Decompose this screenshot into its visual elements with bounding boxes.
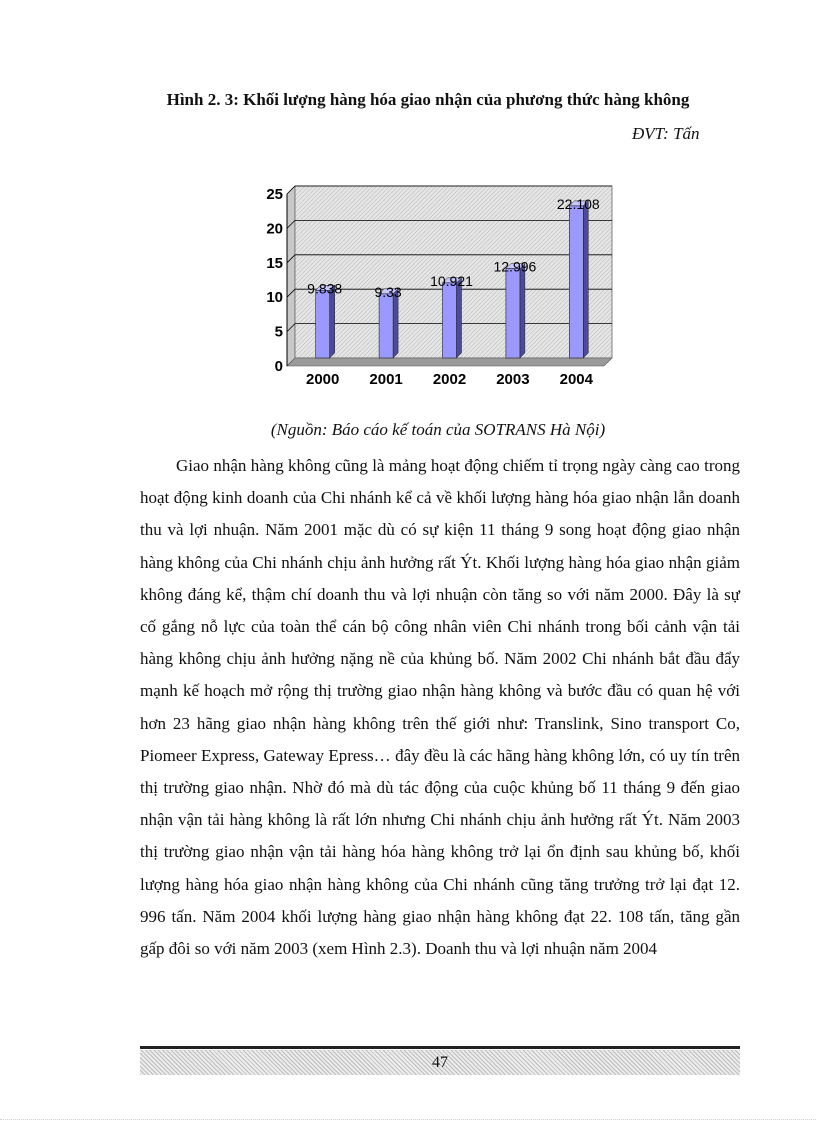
- bar-side: [520, 264, 525, 358]
- unit-label: ĐVT: Tấn: [632, 124, 700, 143]
- footer-rule: [140, 1046, 740, 1049]
- data-label: 12.996: [493, 258, 537, 275]
- data-label: 10.921: [430, 272, 473, 289]
- page-number: 47: [432, 1054, 448, 1071]
- page-edge-divider: [0, 1119, 816, 1121]
- figure-title: Hình 2. 3: Khối lượng hàng hóa giao nhận của phương thức hàng không: [166, 90, 690, 109]
- plot-floor: [287, 358, 612, 366]
- bar: [569, 206, 583, 358]
- y-tick-label: 0: [274, 358, 283, 375]
- x-tick-label: 2001: [369, 371, 403, 388]
- data-label: 22.108: [556, 195, 600, 212]
- y-tick-label: 25: [266, 186, 283, 203]
- y-tick-label: 10: [266, 289, 283, 307]
- x-tick-label: 2000: [306, 371, 340, 388]
- y-tick-label: 20: [266, 220, 283, 238]
- bar: [316, 290, 330, 358]
- x-tick-label: 2004: [559, 371, 593, 388]
- x-tick-label: 2002: [432, 371, 467, 388]
- x-tick-label: 2003: [496, 371, 530, 388]
- body-paragraph: Giao nhận hàng không cũng là mảng hoạt động chiếm tỉ trọng ngày càng cao trong hoạt động kinh doanh của Chi nhánh kể cả về khối lượng hàng hóa giao nhận lẫn doanh thu và lợi nhuận. Năm 2001 mặc dù có sự kiện 11 tháng 9 song hoạt động giao nhận hàng không của Chi nhánh chịu ảnh hưởng rất Ýt. Khối lượng hàng hóa giao nhận giảm không đáng kể, thậm chí doanh thu và lợi nhuận còn tăng so với năm 2000. Đây là sự cố gắng nỗ lực của toàn thể cán bộ công nhân viên Chi nhánh trong bối cảnh vận tải hàng không chịu ảnh hưởng nặng nề của khủng bố. Năm 2002 Chi nhánh bắt đầu đẩy mạnh kế hoạch mở rộng thị trường giao nhận hàng không và bước đầu có quan hệ với hơn 23 hãng giao nhận hàng không trên thế giới như: Translink, Sino transport Co, Piomeer Express, Gateway Epress… đây đều là các hãng hàng không lớn, có uy tín trên thị trường giao nhận. Nhờ đó mà dù tác động của cuộc khủng bố 11 tháng 9 đến giao nhận vận tải hàng không là rất lớn nhưng Chi nhánh chịu ảnh hưởng rất Ýt. Năm 2003 thị trường giao nhận vận tải hàng hóa hàng không trở lại ổn định sau khủng bố, khối lượng hàng hóa giao nhận hàng không của Chi nhánh cũng tăng trưởng trở lại đạt 12. 996 tấn. Năm 2004 khối lượng hàng giao nhận hàng không đạt 22. 108 tấn, tăng gần gấp đôi so với năm 2003 (xem Hình 2.3). Doanh thu và lợi nhuận năm 2004: [140, 456, 740, 959]
- data-label: 9.838: [307, 280, 343, 297]
- bar: [443, 283, 457, 358]
- y-tick-label: 5: [274, 323, 283, 341]
- bar-side: [583, 201, 588, 358]
- plot-side-wall: [287, 186, 295, 366]
- figure-source: (Nguồn: Báo cáo kế toán của SOTRANS Hà Nội): [270, 420, 606, 439]
- bar-side: [457, 278, 462, 358]
- bar: [379, 294, 393, 358]
- bar-chart: [240, 170, 620, 390]
- data-label: 9.33: [374, 283, 402, 300]
- y-tick-label: 15: [266, 254, 283, 272]
- bar: [506, 269, 520, 358]
